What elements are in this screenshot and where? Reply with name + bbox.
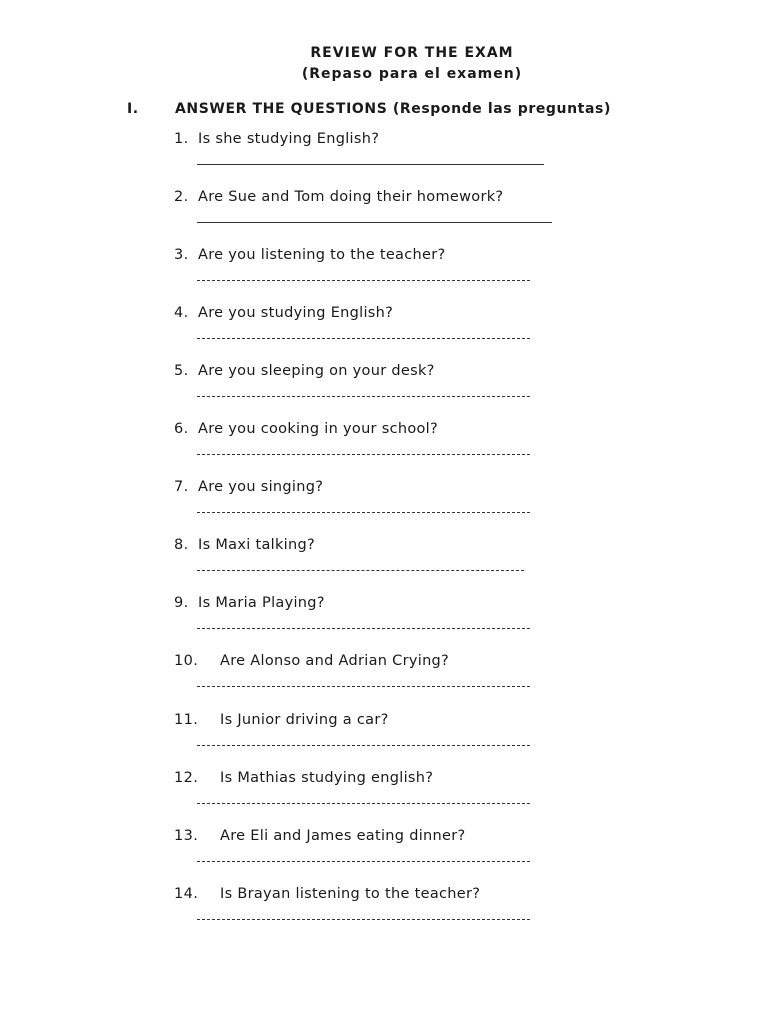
answer-line[interactable] [197,280,530,281]
question-text: Are Alonso and Adrian Crying? [220,653,450,669]
answer-line[interactable] [197,628,530,629]
question-number: 3. [174,247,189,263]
question-item [0,595,768,653]
question-text: Are you singing? [198,479,324,495]
question-number: 13. [174,828,199,844]
question-number: 11. [174,712,199,728]
question-item [0,828,768,886]
question-number: 2. [174,189,189,205]
section-number: I. [127,101,139,117]
question-text: Is Maxi talking? [198,537,315,553]
answer-line[interactable] [197,222,552,223]
question-item [0,886,768,944]
question-number: 12. [174,770,199,786]
section-title: ANSWER THE QUESTIONS (Responde las preguntas) [175,101,611,117]
question-item [0,421,768,479]
question-item [0,189,768,247]
question-item [0,653,768,711]
answer-line[interactable] [197,512,530,513]
question-text: Are you sleeping on your desk? [198,363,435,379]
question-item [0,247,768,305]
question-number: 1. [174,131,189,147]
question-text: Are you studying English? [198,305,394,321]
question-item [0,537,768,595]
question-number: 8. [174,537,189,553]
section-heading [0,101,768,123]
answer-line[interactable] [197,396,530,397]
question-item [0,131,768,189]
question-item [0,363,768,421]
answer-line[interactable] [197,861,530,862]
question-number: 7. [174,479,189,495]
answer-line[interactable] [197,570,524,571]
answer-line[interactable] [197,454,530,455]
question-text: Are you cooking in your school? [198,421,439,437]
answer-line[interactable] [197,803,530,804]
question-item [0,770,768,828]
question-item [0,479,768,537]
question-text: Is Mathias studying english? [220,770,434,786]
page-subtitle: (Repaso para el examen) [301,66,523,82]
question-text: Are you listening to the teacher? [198,247,446,263]
question-text: Is Brayan listening to the teacher? [220,886,481,902]
question-number: 6. [174,421,189,437]
answer-line[interactable] [197,338,530,339]
page-title: REVIEW FOR THE EXAM [310,45,514,61]
question-number: 4. [174,305,189,321]
answer-line[interactable] [197,919,530,920]
question-text: Is Maria Playing? [198,595,325,611]
answer-line[interactable] [197,745,530,746]
question-text: Is she studying English? [198,131,380,147]
question-number: 14. [174,886,199,902]
question-text: Is Junior driving a car? [220,712,389,728]
title-block [0,43,768,85]
question-item [0,712,768,770]
question-number: 9. [174,595,189,611]
question-text: Are Eli and James eating dinner? [220,828,466,844]
question-number: 10. [174,653,199,669]
answer-line[interactable] [197,686,530,687]
question-item [0,305,768,363]
question-text: Are Sue and Tom doing their homework? [198,189,504,205]
question-number: 5. [174,363,189,379]
answer-line[interactable] [197,164,544,165]
